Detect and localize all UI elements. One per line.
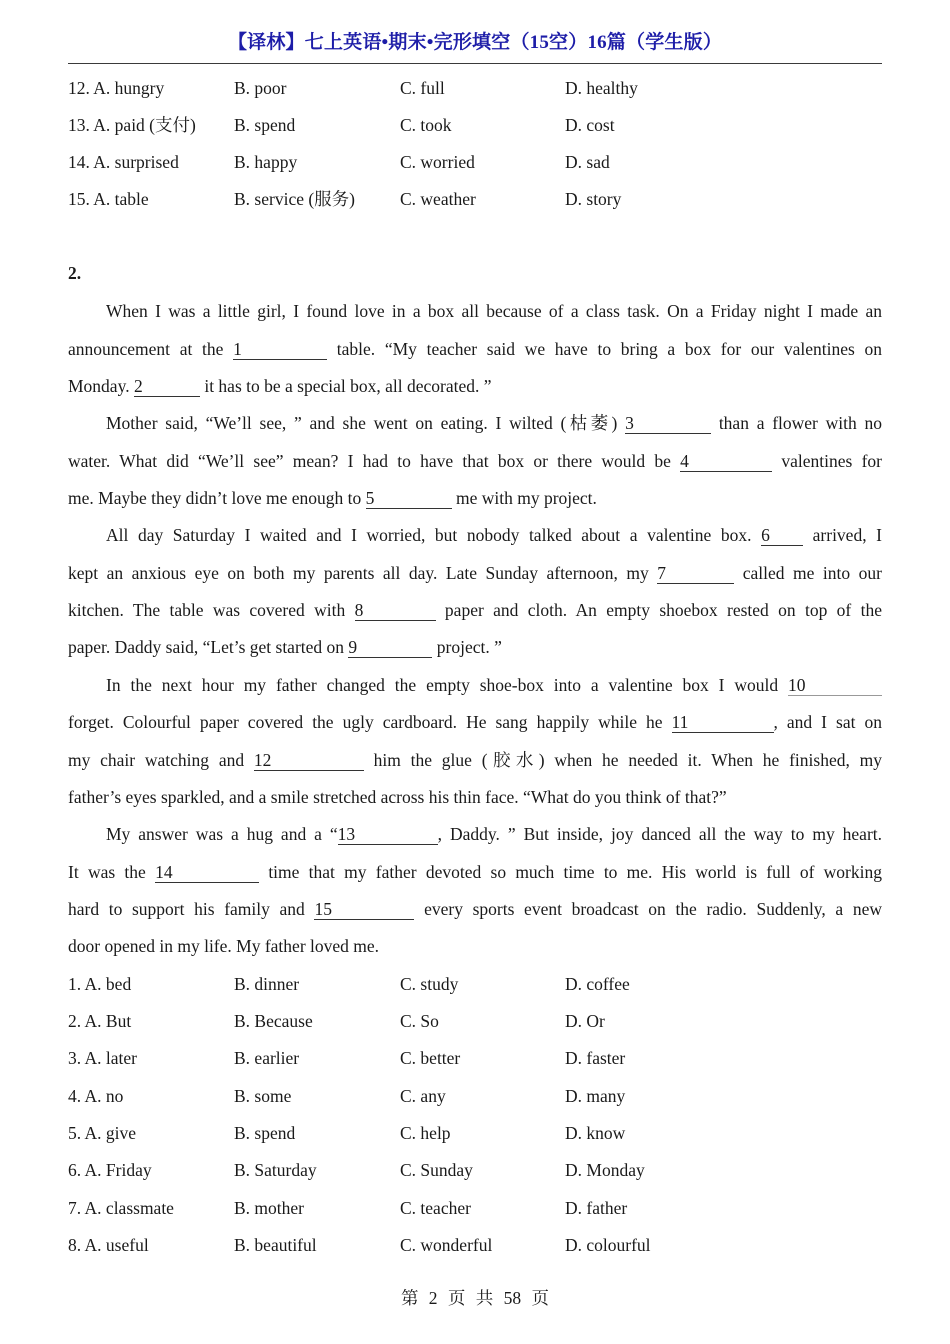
passage-text: me with my project. [451, 488, 597, 508]
page-number: 第 2 页 共 58 页 [400, 1288, 550, 1308]
passage-text: Monday. [68, 376, 134, 396]
option-a: 3. A. later [68, 1048, 138, 1068]
passage-line [68, 860, 882, 884]
option-row [68, 972, 882, 996]
passage-text: kitchen. The table was covered with [68, 600, 355, 620]
passage-text: him the glue (胶水) when he needed it. When he finished, my [363, 750, 882, 770]
passage-line [68, 673, 882, 697]
option-row [68, 187, 882, 211]
option-d: D. know [565, 1123, 626, 1143]
passage-line [68, 337, 882, 361]
passage-text: valentines for [772, 451, 882, 471]
option-row [68, 113, 882, 137]
option-row [68, 1196, 882, 1220]
option-c: C. study [400, 974, 459, 994]
option-row [68, 1084, 882, 1108]
passage-line [68, 598, 882, 622]
passage-text: In the next hour my father changed the empty shoe-box into a valentine box I would [106, 675, 788, 695]
option-b: B. happy [234, 152, 298, 172]
header-divider [68, 63, 882, 64]
passage-line [68, 635, 882, 659]
option-d: D. sad [565, 152, 610, 172]
option-b: B. service (服务) [234, 189, 356, 209]
option-c: C. full [400, 78, 445, 98]
option-b: B. dinner [234, 974, 300, 994]
passage-text: father’s eyes sparkled, and a smile stretched across his thin face. “What do you think of that?” [68, 787, 727, 807]
passage-text: table. “My teacher said we have to bring a box for our valentines on [327, 339, 882, 359]
option-b: B. beautiful [234, 1235, 317, 1255]
blank-5[interactable]: 5 [366, 488, 452, 509]
passage-text: forget. Colourful paper covered the ugly cardboard. He sang happily while he [68, 712, 672, 732]
option-b: B. Saturday [234, 1160, 317, 1180]
blank-7[interactable]: 7 [657, 563, 734, 584]
blank-11[interactable]: 11 [672, 712, 774, 733]
blank-9[interactable]: 9 [348, 637, 432, 658]
option-a: 1. A. bed [68, 974, 132, 994]
passage-text: project. ” [432, 637, 502, 657]
option-a: 14. A. surprised [68, 152, 179, 172]
passage-text: than a flower with no [711, 413, 882, 433]
option-a: 5. A. give [68, 1123, 137, 1143]
option-d: D. story [565, 189, 622, 209]
option-row [68, 1121, 882, 1145]
option-d: D. colourful [565, 1235, 651, 1255]
option-c: C. help [400, 1123, 451, 1143]
passage-text: called me into our [734, 563, 882, 583]
blank-12[interactable]: 12 [254, 750, 364, 771]
passage-text: water. What did “We’ll see” mean? I had to have that box or there would be [68, 451, 681, 471]
blank-4[interactable]: 4 [680, 451, 772, 472]
option-d: D. Monday [565, 1160, 645, 1180]
option-b: B. spend [234, 1123, 296, 1143]
option-c: C. worried [400, 152, 475, 172]
option-c: C. So [400, 1011, 439, 1031]
passage-line [68, 785, 882, 809]
passage-text: me. Maybe they didn’t love me enough to [68, 488, 366, 508]
passage-text: time that my father devoted so much time to me. His world is full of working [259, 862, 882, 882]
passage-text: paper. Daddy said, “Let’s get started on [68, 637, 349, 657]
option-d: D. cost [565, 115, 615, 135]
passage-line [68, 486, 882, 510]
option-b: B. poor [234, 78, 287, 98]
passage-text: , and I sat on [773, 712, 882, 732]
option-c: C. teacher [400, 1198, 471, 1218]
passage-text: All day Saturday I waited and I worried, but nobody talked about a valentine box. [106, 525, 762, 545]
option-row [68, 1158, 882, 1182]
section-number: 2. [68, 263, 82, 283]
passage-line [68, 934, 882, 958]
blank-15[interactable]: 15 [314, 899, 414, 920]
passage-text: every sports event broadcast on the radio. Suddenly, a new [414, 899, 883, 919]
passage-text: Mother said, “We’ll see, ” and she went on eating. I wilted (枯萎) [106, 413, 626, 433]
option-c: C. any [400, 1086, 446, 1106]
option-row [68, 150, 882, 174]
option-row [68, 76, 882, 100]
passage-text: my chair watching and [68, 750, 254, 770]
option-b: B. mother [234, 1198, 304, 1218]
option-d: D. healthy [565, 78, 638, 98]
option-d: D. coffee [565, 974, 630, 994]
passage-text: arrived, I [803, 525, 882, 545]
passage-line [68, 897, 882, 921]
option-row [68, 1233, 882, 1257]
blank-13[interactable]: 13 [338, 824, 438, 845]
option-c: C. better [400, 1048, 461, 1068]
passage-text: door opened in my life. My father loved me. [68, 936, 380, 956]
option-c: C. Sunday [400, 1160, 473, 1180]
passage-line [68, 374, 882, 398]
option-a: 8. A. useful [68, 1235, 149, 1255]
blank-1[interactable]: 1 [233, 339, 327, 360]
option-c: C. weather [400, 189, 476, 209]
option-b: B. spend [234, 115, 296, 135]
option-d: D. faster [565, 1048, 626, 1068]
passage-line [68, 299, 882, 323]
passage-line [68, 561, 882, 585]
blank-10[interactable]: 10 [788, 675, 882, 696]
option-a: 6. A. Friday [68, 1160, 152, 1180]
option-d: D. Or [565, 1011, 605, 1031]
passage-text: , Daddy. ” But inside, joy danced all the way to my heart. [437, 824, 883, 844]
option-b: B. earlier [234, 1048, 300, 1068]
option-a: 13. A. paid (支付) [68, 115, 196, 135]
passage-text: It was the [68, 862, 156, 882]
option-a: 12. A. hungry [68, 78, 165, 98]
option-d: D. many [565, 1086, 626, 1106]
passage-line [68, 411, 882, 435]
blank-3[interactable]: 3 [625, 413, 711, 434]
option-row [68, 1046, 882, 1070]
document-title: 【译林】七上英语•期末•完形填空（15空）16篇（学生版） [227, 32, 723, 53]
blank-8[interactable]: 8 [355, 600, 436, 621]
option-c: C. wonderful [400, 1235, 493, 1255]
blank-2[interactable]: 2 [134, 376, 200, 397]
passage-line [68, 523, 882, 547]
option-row [68, 1009, 882, 1033]
passage-text: announcement at the [68, 339, 234, 359]
blank-14[interactable]: 14 [155, 862, 259, 883]
option-a: 7. A. classmate [68, 1198, 174, 1218]
option-a: 2. A. But [68, 1011, 132, 1031]
passage-line [68, 710, 882, 734]
option-b: B. some [234, 1086, 292, 1106]
option-a: 15. A. table [68, 189, 149, 209]
passage-line [68, 449, 882, 473]
option-b: B. Because [234, 1011, 313, 1031]
passage-line [68, 822, 882, 846]
passage-text: it has to be a special box, all decorated. ” [199, 376, 492, 396]
passage-text: My answer was a hug and a “ [106, 824, 338, 844]
option-c: C. took [400, 115, 452, 135]
passage-text: hard to support his family and [68, 899, 315, 919]
passage-text: paper and cloth. An empty shoebox rested on top of the [435, 600, 882, 620]
option-a: 4. A. no [68, 1086, 124, 1106]
blank-6[interactable]: 6 [761, 525, 803, 546]
passage-text: When I was a little girl, I found love in a box all because of a class task. On a Friday night I made an [106, 301, 882, 321]
option-d: D. father [565, 1198, 628, 1218]
passage-text: kept an anxious eye on both my parents all day. Late Sunday afternoon, my [68, 563, 658, 583]
passage-line [68, 748, 882, 772]
